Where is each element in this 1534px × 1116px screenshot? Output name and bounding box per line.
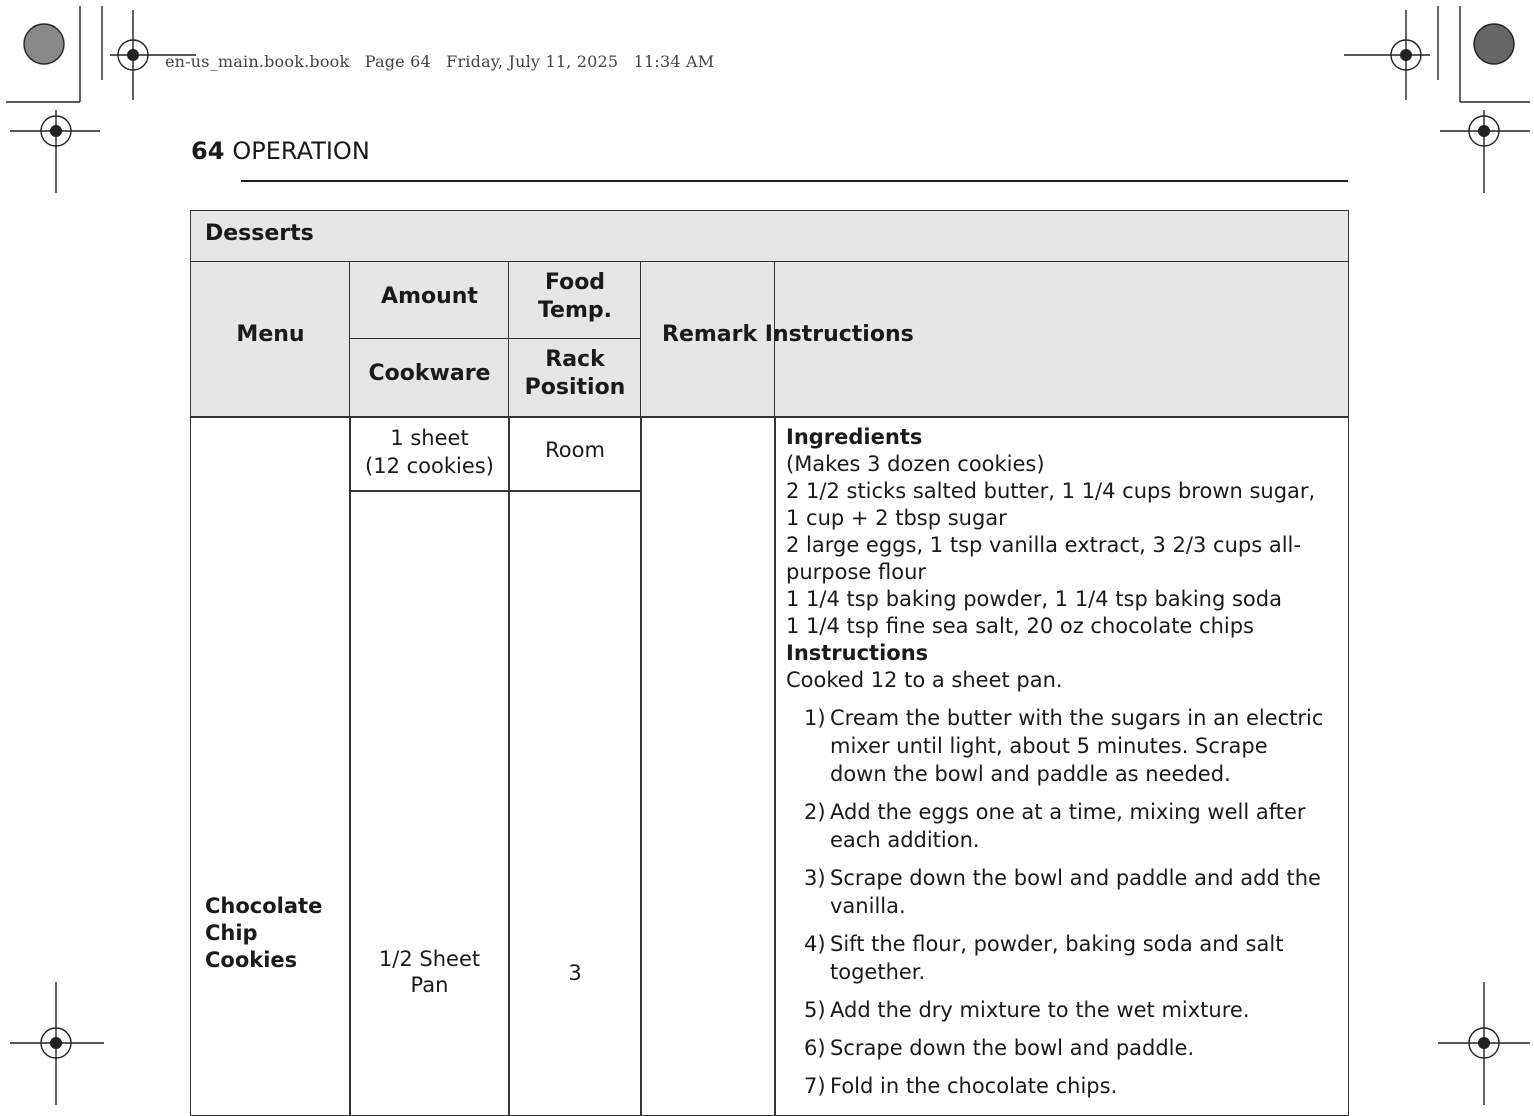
- step-number: 7): [804, 1074, 826, 1098]
- body-cookware-cell: [349, 490, 510, 1116]
- menu-line1: Chocolate: [205, 894, 323, 918]
- step-item: [786, 996, 1331, 1024]
- step-text: Sift the flour, powder, baking soda and salt together.: [830, 932, 1284, 984]
- section-title: OPERATION: [232, 137, 370, 165]
- step-item: [786, 798, 1331, 854]
- slug-time: 11:34 AM: [633, 52, 715, 71]
- remark-instructions: [786, 424, 1331, 1100]
- col-food-temp-line2: Temp.: [537, 298, 613, 323]
- body-menu-cell: [190, 416, 351, 1116]
- ingredient-line: 1 1/4 tsp baking powder, 1 1/4 tsp baking soda: [786, 587, 1282, 611]
- amount-line1: 1 sheet: [390, 426, 469, 450]
- menu-line2: Chip: [205, 921, 258, 945]
- col-rack-line1: Rack: [545, 347, 605, 372]
- ingredient-line: 1 1/4 tsp fine sea salt, 20 oz chocolate chips: [786, 614, 1254, 638]
- cookware-value: [349, 946, 510, 998]
- step-text: Fold in the chocolate chips.: [830, 1074, 1118, 1098]
- ingredients-title: Ingredients: [786, 425, 923, 449]
- col-rack-line2: Position: [524, 375, 626, 400]
- step-text: Add the eggs one at a time, mixing well after each addition.: [830, 800, 1306, 852]
- step-text: Scrape down the bowl and paddle.: [830, 1036, 1195, 1060]
- col-rack-position: [508, 346, 642, 402]
- page-number: 64: [191, 137, 225, 165]
- step-item: [786, 930, 1331, 986]
- table-title-cell: [190, 210, 1349, 263]
- step-item: [786, 1034, 1331, 1062]
- cookware-line2: Pan: [410, 973, 449, 997]
- step-number: 4): [804, 932, 826, 956]
- body-rack-cell: [508, 490, 642, 1116]
- instructions-title: Instructions: [786, 641, 929, 665]
- step-item: [786, 1072, 1331, 1100]
- instructions-intro: Cooked 12 to a sheet pan.: [786, 668, 1063, 692]
- slug-page: Page 64: [364, 52, 431, 71]
- step-number: 2): [804, 800, 826, 824]
- slug-file: en-us_main.book.book: [165, 52, 350, 71]
- col-amount: Amount: [381, 284, 478, 309]
- rack-position-value: 3: [568, 961, 582, 985]
- col-cookware: Cookware: [368, 361, 491, 386]
- col-remark-instructions: Remark Instructions: [662, 322, 914, 347]
- ingredient-line: 2 1/2 sticks salted butter, 1 1/4 cups brown sugar, 1 cup + 2 tbsp sugar: [786, 479, 1316, 530]
- header-rule: [241, 180, 1348, 182]
- step-item: [786, 704, 1331, 788]
- ingredient-line: (Makes 3 dozen cookies): [786, 452, 1045, 476]
- table-title: Desserts: [205, 221, 314, 246]
- print-slug: [165, 52, 724, 71]
- slug-date: Friday, July 11, 2025: [446, 52, 619, 71]
- menu-item-name: [205, 893, 345, 974]
- body-remark-cell: [640, 416, 776, 1116]
- page-header: [191, 137, 370, 165]
- step-number: 5): [804, 998, 826, 1022]
- col-food-temp: [508, 269, 642, 325]
- step-text: Scrape down the bowl and paddle and add the vanilla.: [830, 866, 1321, 918]
- ingredient-line: 2 large eggs, 1 tsp vanilla extract, 3 2/3 cups all-purpose flour: [786, 533, 1301, 584]
- col-menu: Menu: [236, 322, 305, 347]
- step-item: [786, 864, 1331, 920]
- food-temp-value: Room: [545, 438, 605, 462]
- step-text: Cream the butter with the sugars in an electric mixer until light, about 5 minutes. Scrape down the bowl and paddle as needed.: [830, 706, 1324, 786]
- step-number: 3): [804, 866, 826, 890]
- cookware-line1: 1/2 Sheet: [378, 947, 481, 971]
- amount-value: [349, 424, 510, 480]
- step-text: Add the dry mixture to the wet mixture.: [830, 998, 1250, 1022]
- step-number: 6): [804, 1036, 826, 1060]
- amount-line2: (12 cookies): [365, 454, 494, 478]
- step-number: 1): [804, 706, 826, 730]
- col-food-temp-line1: Food: [544, 270, 606, 295]
- menu-line3: Cookies: [205, 948, 298, 972]
